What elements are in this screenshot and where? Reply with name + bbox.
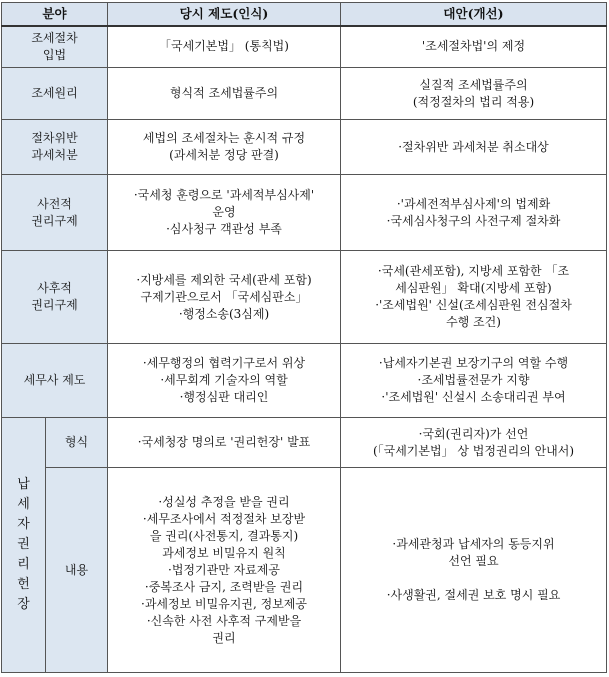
charter-label-char: 리 (17, 557, 30, 572)
charter-label-char: 세 (17, 497, 30, 512)
row-charter-form (2, 418, 607, 468)
content-label-cell: 내용 (46, 468, 108, 673)
alternative-cell: ·납세자기본권 보장기구의 역할 수행 ·조세법률전문가 지향 ·'조세법원' 신설시 소송대리권 부여 (341, 344, 607, 418)
alternative-cell: ·절차위반 과세처분 취소대상 (341, 120, 607, 175)
alternative-cell: '조세절차법'의 제정 (341, 26, 607, 68)
header-alternative: 대안(개선) (341, 3, 607, 26)
header-current: 당시 제도(인식) (108, 3, 341, 26)
category-cell: 조세원리 (2, 68, 108, 120)
tax-system-comparison-table (1, 2, 607, 673)
form-current-cell: ·국세청장 명의로 '권리헌장' 발표 (108, 418, 341, 468)
comparison-table-wrapper (1, 2, 607, 673)
current-cell: 형식적 조세법률주의 (108, 68, 341, 120)
category-cell: 조세절차 입법 (2, 26, 108, 68)
charter-label-cell (2, 418, 46, 673)
category-cell: 세무사 제도 (2, 344, 108, 418)
current-cell: ·지방세를 제외한 국세(관세 포함) 구제기관으로서 「국세심판소」 ·행정소송(3심제) (108, 251, 341, 344)
header-row (2, 3, 607, 26)
current-cell: 세법의 조세절차는 훈시적 규정 (과세처분 정당 판결) (108, 120, 341, 175)
charter-label-char: 권 (17, 537, 30, 552)
current-cell: 「국세기본법」 (통칙법) (108, 26, 341, 68)
row-charter-content (2, 468, 607, 673)
header-field: 분야 (2, 3, 108, 26)
current-cell: ·국세청 훈령으로 '과세적부심사제' 운영 ·심사청구 객관성 부족 (108, 175, 341, 251)
form-alternative-cell: ·국회(권리자)가 선언 (「국세기본법」 상 법정권리의 안내서) (341, 418, 607, 468)
row-procedure-legislation (2, 26, 607, 68)
category-cell: 절차위반 과세처분 (2, 120, 108, 175)
charter-label-char: 헌 (17, 577, 30, 592)
form-label-cell: 형식 (46, 418, 108, 468)
current-cell: ·세무행정의 협력기구로서 위상 ·세무회계 기술자의 역할 ·행정심판 대리인 (108, 344, 341, 418)
row-prior-remedy (2, 175, 607, 251)
charter-label-char: 납 (17, 477, 30, 492)
row-tax-accountant (2, 344, 607, 418)
category-cell: 사전적 권리구제 (2, 175, 108, 251)
content-current-cell: ·성실성 추정을 받을 권리 ·세무조사에서 적정절차 보장받 을 권리(사전통지, 결과통지) 과세정보 비밀유지 원칙 ·법정기관만 자료제공 ·중복조사 금지, 조력받을 권리 ·과세정보 비밀유지권, 정보제공 ·신속한 사전 사후적 구제받을 권리 (108, 468, 341, 673)
alternative-cell: 실질적 조세법률주의 (적정절차의 법리 적용) (341, 68, 607, 120)
content-alternative-cell: ·과세관청과 납세자의 동등지위 선언 필요 ·사생활권, 절세권 보호 명시 필요 (341, 468, 607, 673)
charter-label (2, 475, 45, 615)
alternative-cell: ·'과세전적부심사제'의 법제화 ·국세심사청구의 사전구제 절차화 (341, 175, 607, 251)
row-procedure-violation (2, 120, 607, 175)
row-tax-principle (2, 68, 607, 120)
row-post-remedy (2, 251, 607, 344)
alternative-cell: ·국세(관세포함), 지방세 포함한 「조 세심판원」 확대(지방세 포함) ·'조세법원' 신설(조세심판원 전심절차 수행 조건) (341, 251, 607, 344)
category-cell: 사후적 권리구제 (2, 251, 108, 344)
charter-label-char: 자 (17, 517, 30, 532)
charter-label-char: 장 (17, 597, 30, 612)
